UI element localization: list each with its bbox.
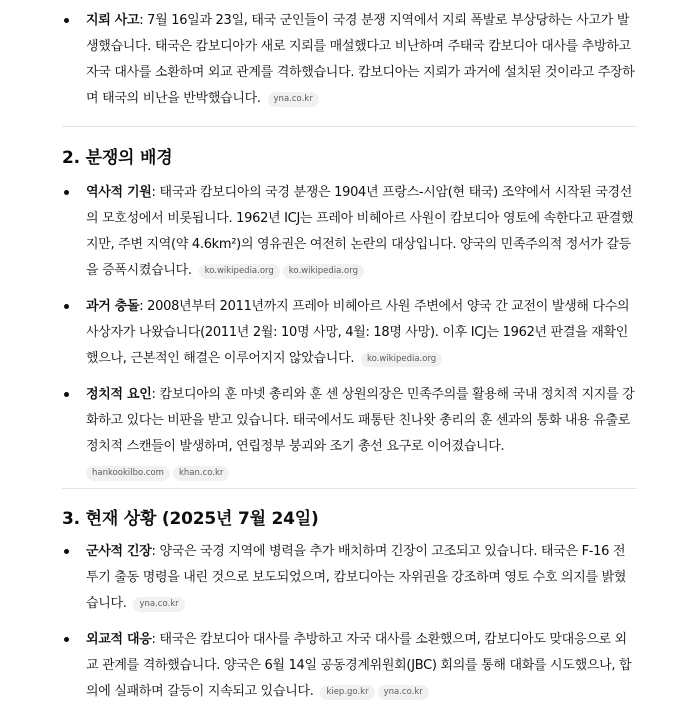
item-text: : 태국은 캄보디아 대사를 추방하고 자국 대사를 소환했으며, 캄보디아도 맞대응으로 외교 관계를 격하했습니다. 양국은 6월 14일 공동경계위원회(JBC) 회의를 통해 대화를 시도했으나, 합의에 실패하며 갈등이 지속되고 있습니다. xyxy=(86,632,632,699)
divider xyxy=(62,488,637,489)
section-heading: 3. 현재 상황 (2025년 7월 24일) xyxy=(62,509,319,529)
source-chips xyxy=(265,91,319,106)
source-chip[interactable]: ko.wikipedia.org xyxy=(283,264,364,279)
section-3-list xyxy=(0,539,689,705)
source-chip[interactable]: ko.wikipedia.org xyxy=(361,352,442,367)
source-chip[interactable]: yna.co.kr xyxy=(133,597,184,612)
list-item xyxy=(0,539,689,617)
source-chip[interactable]: ko.wikipedia.org xyxy=(199,264,280,279)
item-text: : 양국은 국경 지역에 병력을 추가 배치하며 긴장이 고조되고 있습니다. 태국은 F-16 전투기 출동 명령을 내린 것으로 보도되었으며, 캄보디아는 자위권을 강조하며 영토 수호 의지를 밝혔습니다. xyxy=(86,544,627,611)
item-label: 과거 충돌 xyxy=(86,299,140,314)
item-label: 군사적 긴장 xyxy=(86,544,152,559)
item-label: 역사적 기원 xyxy=(86,185,152,200)
list-item xyxy=(0,180,689,284)
item-label: 정치적 요인 xyxy=(86,387,152,402)
section-1-list xyxy=(0,8,689,112)
source-chips xyxy=(196,263,364,278)
section-2-list xyxy=(0,180,689,486)
item-label: 지뢰 사고 xyxy=(86,13,140,28)
list-item xyxy=(0,8,689,112)
item-label: 외교적 대응 xyxy=(86,632,152,647)
list-item xyxy=(0,382,689,486)
item-text: : 2008년부터 2011년까지 프레아 비헤아르 사원 주변에서 양국 간 교전이 발생해 다수의 사상자가 나왔습니다(2011년 2월: 10명 사망, 4월: 18명 사망). 이후 ICJ는 1962년 판결을 재확인했으나, 근본적인 해결은 이루어지지 않았습니다. xyxy=(86,299,630,366)
source-chip[interactable]: khan.co.kr xyxy=(173,466,229,481)
source-chip[interactable]: yna.co.kr xyxy=(378,685,429,700)
divider xyxy=(62,126,637,127)
section-heading: 2. 분쟁의 배경 xyxy=(62,148,173,168)
source-chip[interactable]: kiep.go.kr xyxy=(320,685,374,700)
source-chips xyxy=(130,596,184,611)
source-chips xyxy=(83,460,637,486)
source-chips xyxy=(317,684,428,699)
item-text: : 7월 16일과 23일, 태국 군인들이 국경 분쟁 지역에서 지뢰 폭발로 부상당하는 사고가 발생했습니다. 태국은 캄보디아가 새로 지뢰를 매설했다고 비난하며 주태국 캄보디아 대사를 추방하고 자국 대사를 소환하며 외교 관계를 격하했습니다. 캄보디아는 지뢰가 과거에 설치된 것이라고 주장하며 태국의 비난을 반박했습니다. xyxy=(86,13,635,106)
list-item xyxy=(0,294,689,372)
item-text: : 캄보디아의 훈 마넷 총리와 훈 센 상원의장은 민족주의를 활용해 국내 정치적 지지를 강화하고 있다는 비판을 받고 있습니다. 태국에서도 패통탄 친나왓 총리의 훈 센과의 통화 내용 유출로 정치적 스캔들이 발생하며, 연립정부 붕괴와 조기 총선 요구로 이어졌습니다. xyxy=(86,387,635,454)
source-chip[interactable]: hankookilbo.com xyxy=(86,466,170,481)
source-chips xyxy=(358,351,442,366)
source-chip[interactable]: yna.co.kr xyxy=(268,92,319,107)
list-item xyxy=(0,627,689,705)
item-text: : 태국과 캄보디아의 국경 분쟁은 1904년 프랑스-시암(현 태국) 조약에서 시작된 국경선의 모호성에서 비롯됩니다. 1962년 ICJ는 프레아 비헤아르 사원이 캄보디아 영토에 속한다고 판결했지만, 주변 지역(약 4.6km²)의 영유권은 여전히 논란의 대상입니다. 양국의 민족주의적 정서가 갈등을 증폭시켰습니다. xyxy=(86,185,634,278)
